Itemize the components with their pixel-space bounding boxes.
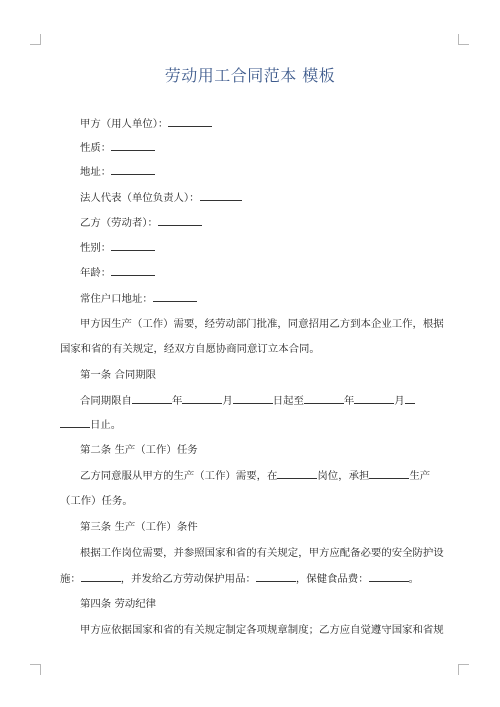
field-party-a	[80, 116, 212, 131]
blank-line[interactable]	[132, 393, 172, 404]
field-label: 常住户口地址：	[80, 293, 153, 305]
crop-mark-top-right	[458, 34, 469, 45]
field-label: 法人代表（单位负责人）：	[80, 192, 200, 204]
crop-mark-bottom-left	[30, 664, 41, 675]
article-1-line-1: 合同期限自 年 月 日起至 年 月	[80, 393, 415, 408]
blank-line[interactable]	[277, 468, 317, 479]
blank-line[interactable]	[158, 215, 202, 226]
field-age	[80, 265, 155, 280]
field-label: 年龄：	[80, 267, 112, 279]
field-label: 乙方（劳动者）：	[80, 217, 158, 229]
blank-line[interactable]	[182, 393, 222, 404]
article-2-heading: 第二条 生产（工作）任务	[80, 444, 198, 456]
crop-mark-bottom-right	[458, 664, 469, 675]
blank-line[interactable]	[200, 190, 242, 201]
field-party-b	[80, 215, 202, 230]
article-1-line-2: 日止。	[60, 417, 121, 432]
blank-line[interactable]	[369, 571, 409, 582]
blank-line[interactable]	[304, 393, 344, 404]
field-label: 性质：	[80, 142, 112, 154]
field-legal-rep	[80, 190, 242, 205]
article-2-line-1: 乙方同意服从甲方的生产（工作）需要，在 岗位，承担 生产	[80, 470, 431, 482]
article-3-line-1: 根据工作岗位需要，并参照国家和省的有关规定，甲方应配备必要的安全防护设	[80, 547, 444, 559]
field-address	[80, 164, 155, 179]
blank-line[interactable]	[233, 393, 273, 404]
blank-line[interactable]	[153, 291, 197, 302]
field-label: 地址：	[80, 166, 112, 178]
blank-line[interactable]	[81, 571, 121, 582]
intro-paragraph-line-1: 甲方因生产（工作）需要，经劳动部门批准，同意招用乙方到本企业工作，根据	[80, 318, 444, 330]
blank-line[interactable]	[111, 265, 155, 276]
field-label: 性别：	[80, 242, 112, 254]
blank-line[interactable]	[111, 240, 155, 251]
field-gender	[80, 240, 155, 255]
field-label: 甲方（用人单位）：	[80, 118, 169, 130]
blank-line[interactable]	[405, 393, 415, 404]
blank-line[interactable]	[60, 417, 90, 428]
crop-mark-top-left	[30, 34, 41, 45]
blank-line[interactable]	[256, 571, 296, 582]
article-3-heading: 第三条 生产（工作）条件	[80, 521, 198, 533]
blank-line[interactable]	[354, 393, 394, 404]
article-1-heading: 第一条 合同期限	[80, 369, 157, 381]
field-nature	[80, 140, 155, 155]
document-title: 劳动用工合同范本 模板	[164, 66, 336, 85]
intro-paragraph-line-2: 国家和省的有关规定，经双方自愿协商同意订立本合同。	[60, 343, 320, 355]
blank-line[interactable]	[111, 140, 155, 151]
blank-line[interactable]	[111, 164, 155, 175]
article-3-line-2: 施： ，并发给乙方劳动保护用品： ，保健食品费： 。	[60, 573, 419, 585]
field-hukou	[80, 291, 197, 306]
article-2-line-2: （工作）任务。	[60, 495, 133, 507]
article-4-line-1: 甲方应依据国家和省的有关规定制定各项规章制度；乙方应自觉遵守国家和省规	[80, 624, 444, 636]
blank-line[interactable]	[168, 116, 212, 127]
blank-line[interactable]	[369, 468, 409, 479]
article-4-heading: 第四条 劳动纪律	[80, 598, 157, 610]
